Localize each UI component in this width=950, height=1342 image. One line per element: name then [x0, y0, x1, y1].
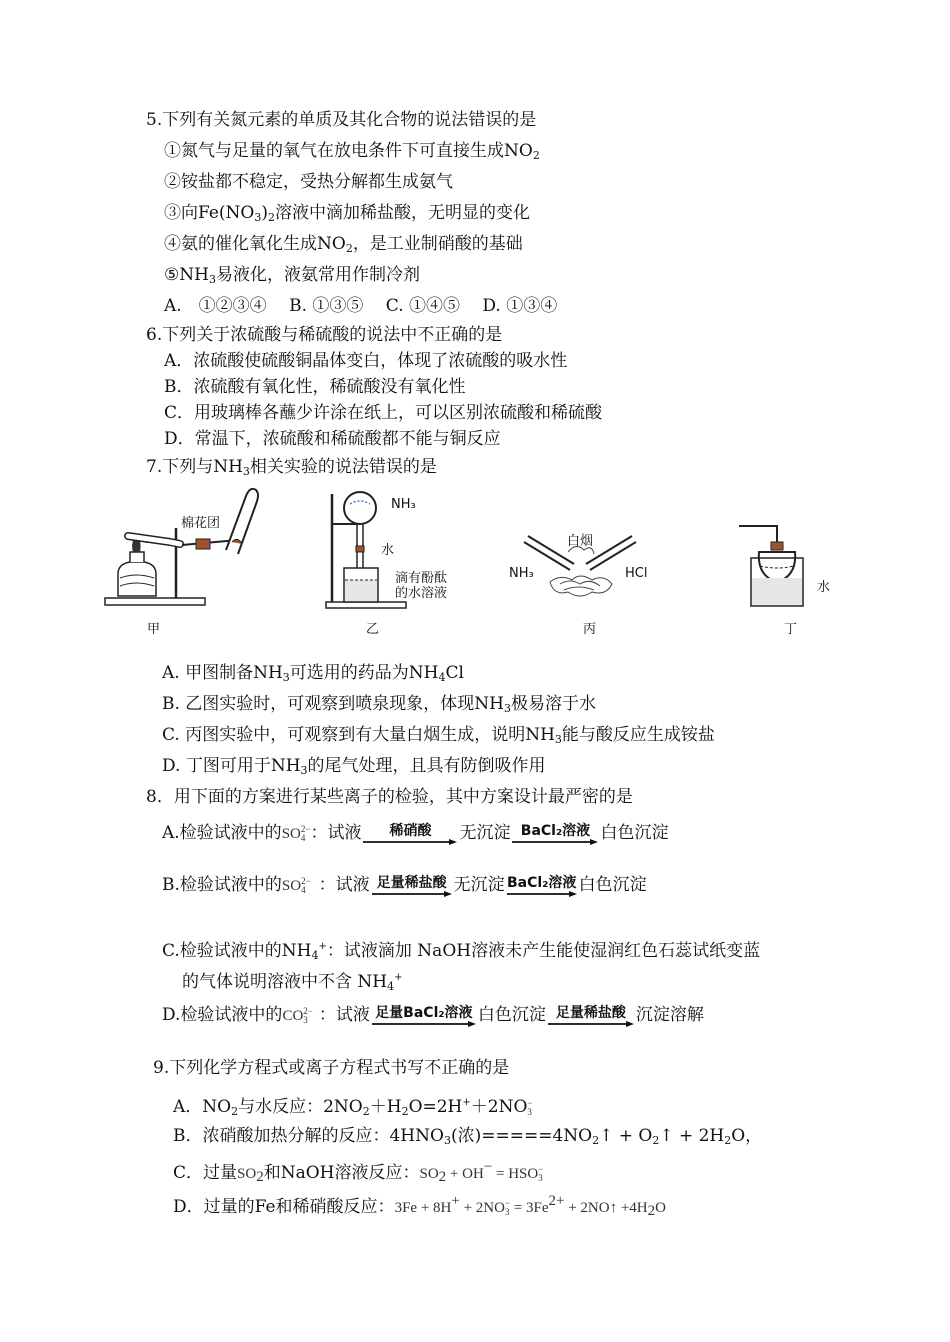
q8-option-b: B.检验试液中的SO 2− 4 ：试液 足量稀盐酸 无沉淀 BaCl₂溶液 白色沉淀 [162, 870, 647, 900]
q7-option-b: B. 乙图实验时，可观察到喷泉现象，体现$NH_3$极易溶于水 [162, 694, 596, 715]
q6-option-a: A．浓硫酸使硫酸铜晶体变白，体现了浓硫酸的吸水性 [164, 351, 568, 371]
sulfate-ion-b: SO [281, 878, 302, 894]
arrow-d-excess-hcl: 足量稀盐酸 [548, 1005, 634, 1031]
figure-jia-apparatus [100, 478, 270, 613]
q9-option-d: D．过量的Fe和稀硝酸反应：3Fe + 8H+ + 2NO − 3 = 3Fe2+ + 2NO↑ +4H2O [173, 1193, 666, 1219]
q5-statement-4: ④氨的催化氧化生成$NO_2$，是工业制硝酸的基础 [164, 234, 523, 255]
arrow-a-dilute-nitric: 稀硝酸 [363, 823, 457, 849]
q9-option-c: C．过量SO2和NaOH溶液反应：SO2 + OH− = HSO − 3 [173, 1159, 544, 1185]
q9-option-b: B．浓硝酸加热分解的反应：$4HNO_3$(浓)$=====4NO_2↑$ + $O_2↑ + 2H_2O$， [173, 1126, 763, 1147]
q5-options: A. ①②③④ B. ①③⑤ C. ①④⑤ D. ①③④ [164, 296, 558, 316]
figure-yi-nh3-label: NH₃ [391, 497, 416, 512]
figure-ding-label: 丁 [784, 622, 798, 637]
figure-yi-water-label: 水 [381, 543, 395, 558]
q7-stem: 7.下列与$NH_3$相关实验的说法错误的是 [146, 457, 437, 478]
q6-option-c: C．用玻璃棒各蘸少许涂在纸上，可以区别浓硫酸和稀硫酸 [164, 403, 603, 423]
sulfate-ion-a: SO [281, 826, 301, 842]
q7-option-a: A. 甲图制备$NH_3$可选用的药品为$NH_4Cl$ [162, 663, 464, 684]
figure-yi-phenol-label: 滴有酚酞 的水溶液 [395, 571, 448, 601]
q5-statement-3: ③向$Fe(NO_3)_2$溶液中滴加稀盐酸，无明显的变化 [164, 203, 531, 224]
figure-yi-label: 乙 [366, 622, 380, 637]
q5-statement-1: ①氮气与足量的氧气在放电条件下可直接生成$NO_2$ [164, 141, 540, 162]
q8-stem: 8．用下面的方案进行某些离子的检验，其中方案设计最严密的是 [146, 787, 633, 807]
arrow-a-bacl2: BaCl₂溶液 [512, 823, 598, 849]
q5-statement-2: ②铵盐都不稳定，受热分解都生成氨气 [164, 172, 453, 192]
arrow-d-excess-bacl2: 足量BaCl₂溶液 [372, 1005, 476, 1031]
q9-option-a: A．$NO_2$与水反应：$2NO_2+H_2O=2H^++2NO$ − 3 [173, 1097, 533, 1118]
q6-option-d: D．常温下，浓硫酸和稀硫酸都不能与铜反应 [164, 429, 501, 449]
carbonate-ion-d: CO [282, 1008, 304, 1024]
arrow-b-bacl2: BaCl₂溶液 [507, 875, 577, 901]
figure-ding-apparatus [735, 520, 825, 610]
figure-bing-smoke-label: 白烟 [567, 534, 594, 549]
figure-bing-hcl-label: HCl [625, 566, 648, 581]
q8-option-c-line2: 的气体说明溶液中不含 $NH_4^+$ [182, 972, 403, 993]
q8-option-d: D.检验试液中的CO 2− 3 ：试液 足量BaCl₂溶液 白色沉淀 足量稀盐酸 沉淀溶解 [162, 1000, 704, 1030]
figure-bing-nh3-label: NH₃ [509, 566, 534, 581]
q9-stem: 9.下列化学方程式或离子方程式书写不正确的是 [153, 1058, 510, 1078]
q6-option-b: B．浓硫酸有氧化性，稀硫酸没有氧化性 [164, 377, 466, 397]
arrow-b-excess-hcl: 足量稀盐酸 [372, 875, 452, 901]
q7-option-c: C. 丙图实验中，可观察到有大量白烟生成，说明$NH_3$能与酸反应生成铵盐 [162, 725, 715, 746]
q7-option-d: D. 丁图可用于$NH_3$的尾气处理，且具有防倒吸作用 [162, 756, 546, 777]
q5-stem: 5.下列有关氮元素的单质及其化合物的说法错误的是 [146, 110, 537, 130]
q8-option-a: A.检验试液中的SO 2− 4 ：试液 稀硝酸 无沉淀 BaCl₂溶液 白色沉淀 [162, 818, 668, 848]
figure-jia-label: 甲 [147, 622, 161, 637]
figure-jia-cotton-label: 棉花团 [181, 516, 221, 531]
q8-option-c-line1: C.检验试液中的$NH_4^+$：试液滴加 NaOH溶液未产生能使湿润红色石蕊试纸变蓝 [162, 941, 761, 962]
figure-ding-water-label: 水 [817, 580, 831, 595]
q6-stem: 6.下列关于浓硫酸与稀硫酸的说法中不正确的是 [146, 325, 503, 345]
q5-statement-5: $⑤NH_3$易液化，液氨常用作制冷剂 [164, 265, 420, 286]
figure-bing-label: 丙 [583, 622, 597, 637]
